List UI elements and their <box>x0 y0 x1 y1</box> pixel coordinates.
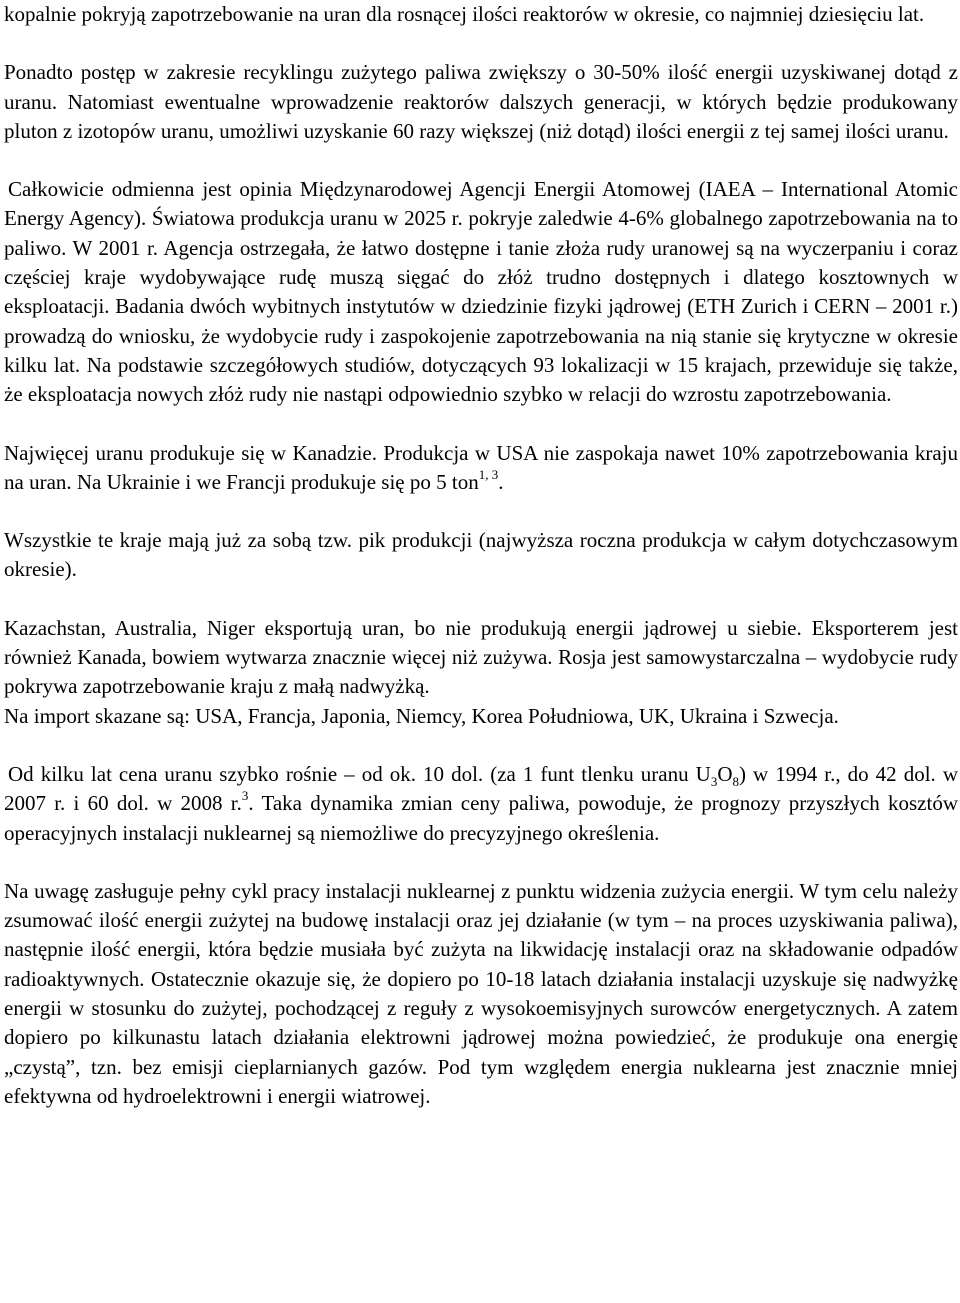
footnote-ref: 3 <box>241 788 249 804</box>
price-text-a: Od kilku lat cena uranu szybko rośnie – od ok. 10 dol. (za 1 funt tlenku uranu U <box>8 761 711 786</box>
paragraph-peak-production: Wszystkie te kraje mają już za sobą tzw. pik produkcji (najwyższa roczna produkcja w całym dotychczasowym okresie). <box>4 528 958 582</box>
paragraph-exporters: Kazachstan, Australia, Niger eksportują uran, bo nie produkują energii jądrowej u siebie. Eksporterem jest również Kanada, bowiem wytwarza znacznie więcej niż zużywa. Rosja jest samowystarczalna – wydobycie rudy pokrywa zapotrzebowanie kraju z małą nadwyżką. <box>4 615 958 699</box>
paragraph-uranium-supply: kopalnie pokryją zapotrzebowanie na uran dla rosnącej ilości reaktorów w okresie, co najmniej dziesięciu lat. <box>4 2 925 26</box>
paragraph-recycling: Ponadto postęp w zakresie recyklingu zużytego paliwa zwiększy o 30-50% ilość energii uzyskiwanej dotąd z uranu. Natomiast ewentualne wprowadzenie reaktorów dalszych generacji, w których będzie produkowany pluton z izotopów uranu, umożliwi uzyskanie 60 razy większej (niż dotąd) ilości energii z tej samej ilości uranu. <box>4 60 958 143</box>
paragraph-energy-cycle: Na uwagę zasługuje pełny cykl pracy instalacji nuklearnej z punktu widzenia zużycia energii. W tym celu należy zsumować ilość energii zużytej na budowę instalacji oraz jej działanie (w tym – na proces uzyskiwania paliwa), następnie ilość energii, która będzie musiała być zużyta na likwidację instalacji oraz na składowanie odpadów radioaktywnych. Ostatecznie okazuje się, że dopiero po 10-18 latach działania instalacji uzyskuje się nadwyżkę energii w stosunku do zużytej, pochodzącej z reguły z wysokoemisyjnych surowców energetycznych. A zatem dopiero po kilkunastu latach działania elektrowni jądrowej można powiedzieć, że produkuje ona energię „czystą”, tzn. bez emisji cieplarnianych gazów. Pod tym względem energia nuklearna jest znacznie mniej efektywna od hydroelektrowni i energii wiatrowej. <box>4 878 958 1108</box>
formula-subscript-3: 3 <box>710 774 718 790</box>
price-text-c: . Taka dynamika zmian ceny paliwa, powoduje, że prognozy przyszłych kosztów operacyjnych instalacji nuklearnej są niemożliwe do precyzyjnego określenia. <box>4 791 958 845</box>
production-text: Najwięcej uranu produkuje się w Kanadzie. Produkcja w USA nie zaspokaja nawet 10% zapotrzebowania kraju na uran. Na Ukrainie i we Francji produkuje się po 5 ton <box>4 440 958 494</box>
paragraph-production-countries <box>4 439 958 498</box>
paragraph-iaea-opinion: Całkowicie odmienna jest opinia Międzynarodowej Agencji Energii Atomowej (IAEA – International Atomic Energy Agency). Światowa produkcja uranu w 2025 r. pokryje zaledwie 4-6% globalnego zapotrzebowania na to paliwo. W 2001 r. Agencja ostrzegała, że łatwo dostępne i tanie złoża rudy uranowej są na wyczerpaniu i coraz częściej kraje wydobywające rudę muszą sięgać do złóż trudno dostępnych i dlatego kosztownych w eksploatacji. Badania dwóch wybitnych instytutów w dziedzinie fizyki jądrowej (ETH Zurich i CERN – 2001 r.) prowadzą do wniosku, że wydobycie rudy i zaspokojenie zapotrzebowania na nią stanie się krytyczne w okresie kilku lat. Na podstawie szczegółowych studiów, dotyczących 93 lokalizacji w 15 krajach, przewiduje się także, że eksploatacja nowych złóż rudy nie nastąpi odpowiednio szybko w relacji do wzrostu zapotrzebowania. <box>4 177 958 407</box>
formula-subscript-8: 8 <box>732 774 739 790</box>
formula-o: O <box>717 761 733 786</box>
paragraph-uranium-price <box>4 760 958 848</box>
paragraph-importers: Na import skazane są: USA, Francja, Japonia, Niemcy, Korea Południowa, UK, Ukraina i Szwecja. <box>4 703 839 728</box>
footnote-ref: 1, 3 <box>478 466 499 482</box>
price-text-b: ) w 1994 r., do 42 dol. w 2007 r. i 60 dol. w 2008 r. <box>4 761 958 816</box>
production-end: . <box>498 469 504 494</box>
